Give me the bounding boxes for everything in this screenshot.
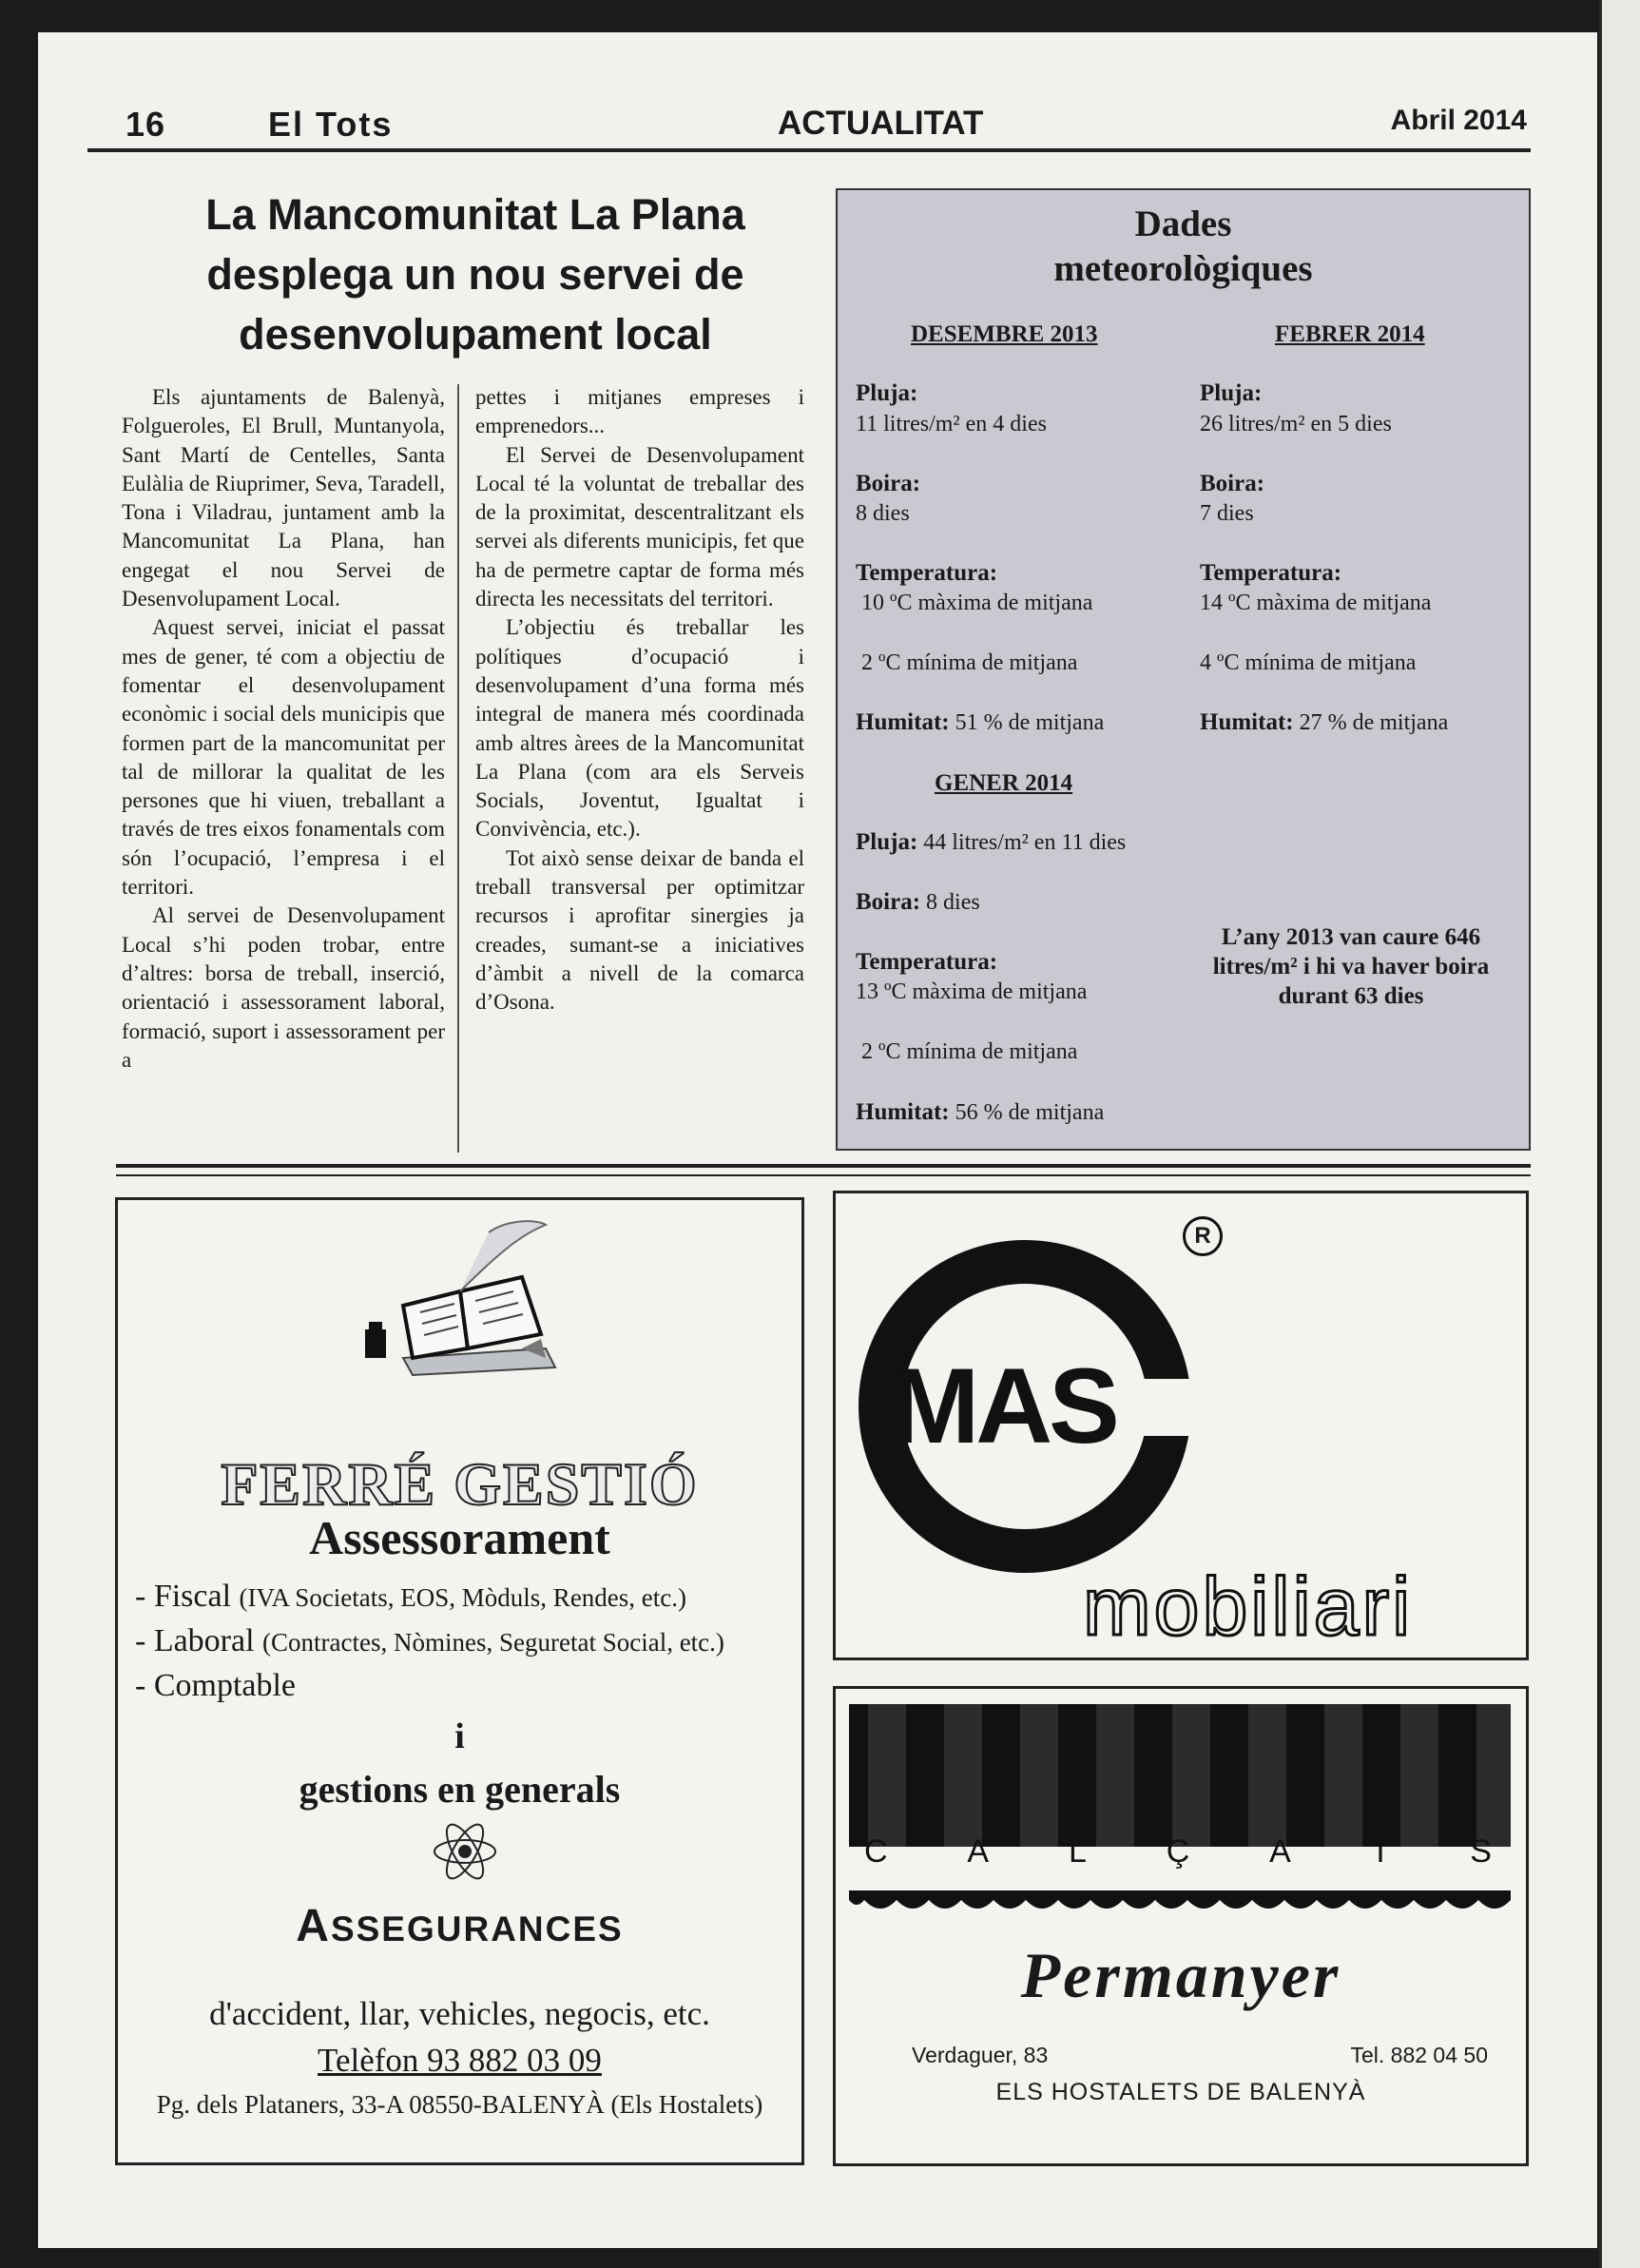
service-name: - Comptable <box>135 1668 297 1703</box>
insurance-description: d'accident, llar, vehicles, negocis, etc. <box>209 1995 710 2032</box>
article-column-2 <box>475 383 804 1018</box>
calcats-letter: A <box>967 1833 990 1870</box>
atom-icon <box>432 1818 498 1885</box>
article-paragraph: L’objectiu és treballar les polítiques d’ocupació i desenvolupament d’una forma més integral de manera més coordinada amb altres àrees de la Mancomunitat La Plana (com ara els Serveis Socials, Joventut, Igualtat i Convivència, etc.). <box>475 615 804 842</box>
temperature-label: Temperatura: <box>856 560 998 586</box>
rain-value: 44 litres/m² en 11 dies <box>923 830 1127 855</box>
ad-address: Pg. dels Plataners, 33-A 08550-BALENYÀ (Els Hostalets) <box>156 2090 763 2119</box>
mas-mobiliari-ad <box>833 1191 1529 1660</box>
rain-row <box>856 829 1126 856</box>
fog-label: Boira: <box>856 471 921 496</box>
temperature-min: 4 ºC mínima de mitjana <box>1200 650 1417 675</box>
humidity-value: 27 % de mitjana <box>1299 710 1449 735</box>
article-paragraph: Tot això sense deixar de banda el treball transversal per optimitzar recursos i aprofitar sinergies ja creades, sumant-se a iniciatives d’àmbit a nivell de la comarca d’Osona. <box>475 845 804 1015</box>
service-name: - Fiscal <box>135 1579 232 1614</box>
humidity-value: 51 % de mitjana <box>955 710 1105 735</box>
permanyer-brand: Permanyer <box>1020 1939 1341 2011</box>
calcats-letter: T <box>1370 1833 1391 1870</box>
article-paragraph: Els ajuntaments de Balenyà, Folgueroles, El Brull, Muntanyola, Sant Martí de Centelles, Santa Eulàlia de Riuprimer, Seva, Taradell, Tona i Viladrau, juntament amb la Mancomunitat La Plana, han engegat el nou Servei de Desenvolupament Local. <box>122 385 446 611</box>
summary-line: durant 63 dies <box>1278 983 1424 1009</box>
fog-value: 8 dies <box>856 501 910 526</box>
shop-phone: Tel. 882 04 50 <box>1350 2043 1488 2067</box>
insurance-title <box>118 1900 801 1952</box>
rain-value: 26 litres/m² en 5 dies <box>1200 412 1392 436</box>
calcats-letters <box>864 1833 1492 1871</box>
ad-subtitle: Assessorament <box>309 1511 610 1564</box>
article-title-line: La Mancomunitat La Plana <box>205 190 745 239</box>
fog-value: 7 dies <box>1200 501 1254 526</box>
fog-value: 8 dies <box>926 890 980 915</box>
service-detail: (Contractes, Nòmines, Seguretat Social, etc.) <box>262 1628 724 1657</box>
article-paragraph: El Servei de Desenvolupament Local té la voluntat de treballar des de la proximitat, descentralitzant els servei als diferents municipis, fet que ha de permetre captar de forma més directa les necessitats del territori. <box>475 442 804 611</box>
calcats-permanyer-ad <box>833 1686 1529 2166</box>
summary-line: L’any 2013 van caure 646 <box>1221 924 1481 950</box>
humidity-value: 56 % de mitjana <box>955 1100 1105 1125</box>
page-number: 16 <box>125 105 166 144</box>
month-heading-december: DESEMBRE 2013 <box>911 321 1098 347</box>
rain-label: Pluja: <box>856 380 918 406</box>
humidity-label: Humitat: <box>856 1099 950 1125</box>
section-divider <box>116 1174 1531 1176</box>
calcats-letter: S <box>1470 1833 1492 1870</box>
service-item <box>135 1668 296 1704</box>
mobiliari-word: mobiliari <box>1083 1561 1414 1653</box>
next-page-edge <box>1599 0 1640 2268</box>
weather-title-line: meteorològiques <box>1053 248 1313 289</box>
weather-title <box>838 202 1529 291</box>
ad-phone: Telèfon 93 882 03 09 <box>318 2042 602 2079</box>
magazine-name: El Tots <box>268 105 394 144</box>
rain-label: Pluja: <box>1200 380 1263 406</box>
month-heading-february: FEBRER 2014 <box>1275 321 1425 347</box>
humidity-label: Humitat: <box>856 709 950 735</box>
temperature-max: 13 ºC màxima de mitjana <box>856 979 1088 1004</box>
temperature-label: Temperatura: <box>856 949 998 975</box>
book-quill-illustration <box>346 1215 574 1377</box>
weather-data-box <box>836 188 1531 1151</box>
summary-line: litres/m² i hi va haver boira <box>1212 954 1490 979</box>
issue-date: Abril 2014 <box>1390 105 1527 136</box>
column-divider <box>457 384 459 1153</box>
calcats-letter: L <box>1068 1833 1087 1870</box>
calcats-letter: Ç <box>1166 1833 1190 1870</box>
section-title: ACTUALITAT <box>778 105 984 142</box>
article-title-line: desenvolupament local <box>239 310 712 359</box>
calcats-letter: A <box>1269 1833 1291 1870</box>
annual-summary <box>1170 922 1532 1011</box>
service-item <box>135 1623 724 1659</box>
ad-brand: FERRÉ GESTIÓ <box>221 1450 699 1518</box>
page-header <box>87 99 1531 152</box>
temperature-label: Temperatura: <box>1200 560 1342 586</box>
mas-logo-text: MAS <box>891 1347 1116 1465</box>
insurance-word: SSEGURANCES <box>330 1909 624 1948</box>
article-paragraph: Al servei de Desenvolupament Local s’hi poden trobar, entre d’altres: borsa de treball, inserció, orientació i assessorament laboral, formació, suport i assessorament per a <box>122 903 445 1072</box>
fog-label: Boira: <box>856 889 921 915</box>
registered-mark: R <box>1183 1216 1223 1256</box>
awning-graphic <box>849 1704 1511 1917</box>
weather-title-line: Dades <box>1134 204 1232 244</box>
humidity-label: Humitat: <box>1200 709 1294 735</box>
fog-row <box>856 889 980 916</box>
fog-label: Boira: <box>1200 471 1265 496</box>
temperature-max: 10 ºC màxima de mitjana <box>861 591 1093 615</box>
rain-value: 11 litres/m² en 4 dies <box>856 412 1047 436</box>
section-divider <box>116 1164 1531 1168</box>
ad-gestions: gestions en generals <box>299 1768 621 1811</box>
service-name: - Laboral <box>135 1623 255 1658</box>
article-column-1 <box>122 383 445 1075</box>
article-paragraph: Aquest servei, iniciat el passat mes de gener, té com a objectiu de fomentar el desenvolupament econòmic i social dels municipis que formen part de la mancomunitat per tal de millorar la qualitat de les persones que hi viuen, treballant a través de tres eixos fonamentals com són l’ocupació, l’empresa i el territori. <box>122 615 445 900</box>
month-heading-january: GENER 2014 <box>935 770 1073 796</box>
temperature-max: 14 ºC màxima de mitjana <box>1200 591 1432 615</box>
service-detail: (IVA Societats, EOS, Mòduls, Rendes, etc.) <box>239 1583 687 1612</box>
humidity-row <box>856 1099 1104 1126</box>
article-title <box>124 184 827 364</box>
temperature-min: 2 ºC mínima de mitjana <box>861 650 1078 675</box>
humidity-row <box>1200 709 1448 736</box>
conjunction: i <box>454 1716 465 1756</box>
shop-street: Verdaguer, 83 <box>912 2043 1049 2067</box>
insurance-initial: A <box>296 1901 331 1951</box>
article-paragraph: pettes i mitjanes empreses i emprenedors... <box>475 385 804 438</box>
shop-town: ELS HOSTALETS DE BALENYÀ <box>995 2079 1366 2105</box>
service-item <box>135 1579 686 1615</box>
ferre-gestio-ad <box>115 1197 804 2165</box>
calcats-letter: C <box>864 1833 888 1870</box>
humidity-row <box>856 709 1104 736</box>
temperature-min: 2 ºC mínima de mitjana <box>861 1039 1078 1064</box>
rain-label: Pluja: <box>856 829 918 855</box>
article-title-line: desplega un nou servei de <box>206 250 744 299</box>
